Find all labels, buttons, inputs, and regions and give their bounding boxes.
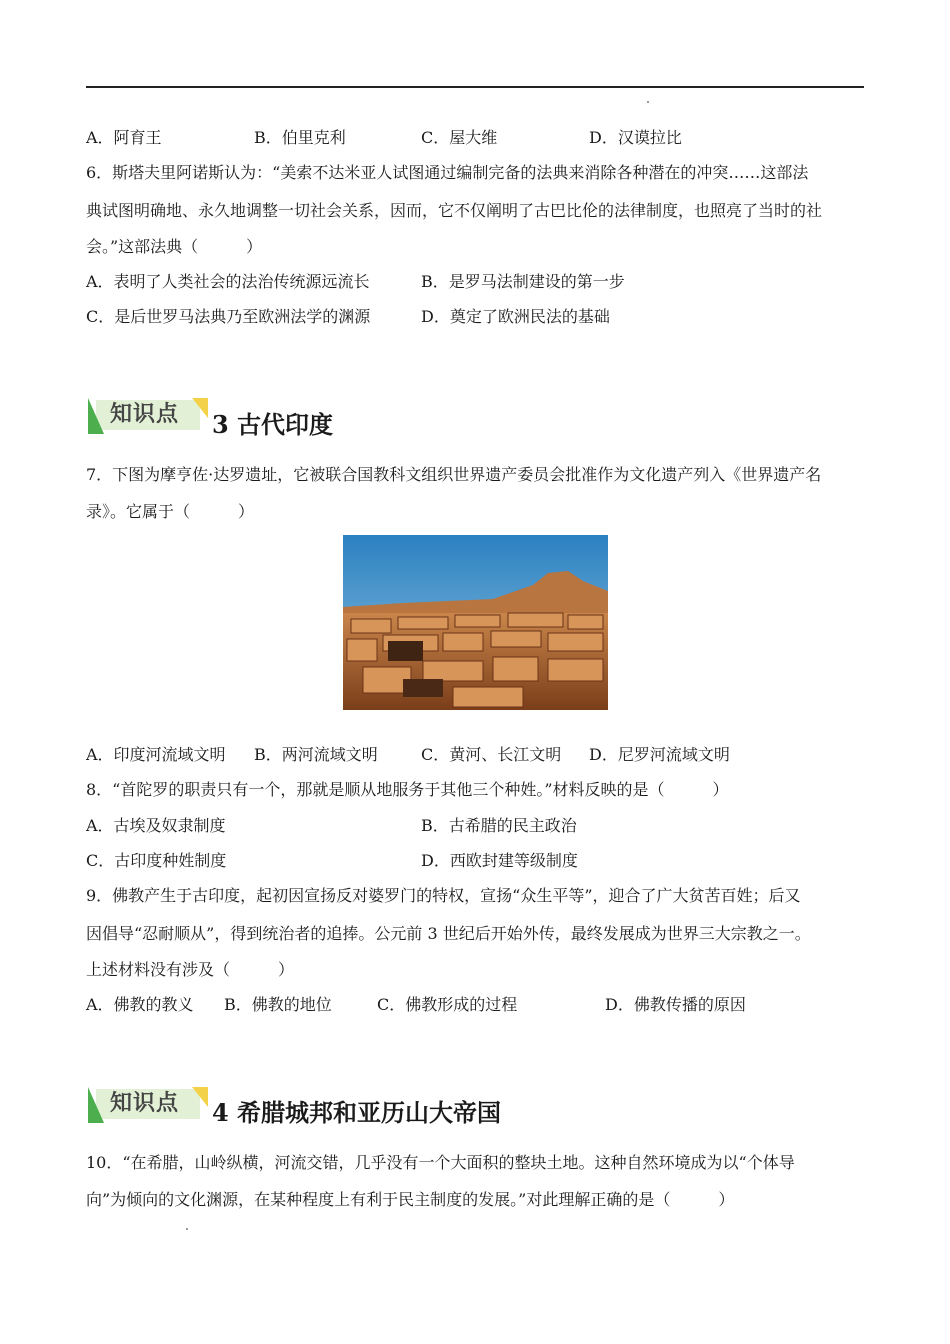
- knowledge-point-badge: [88, 398, 208, 434]
- q6-option-b[interactable]: B．是罗马法制建设的第一步: [421, 272, 625, 291]
- section-heading: 4 希腊城邦和亚历山大帝国: [212, 1098, 502, 1127]
- q8-option-c[interactable]: C．古印度种姓制度: [86, 851, 227, 870]
- q8-stem-line: 8．“首陀罗的职责只有一个，那就是顺从地服务于其他三个种姓。”材料反映的是（ ）: [86, 780, 729, 799]
- q6-option-d[interactable]: D．奠定了欧洲民法的基础: [421, 307, 610, 326]
- q10-stem-line: 向”为倾向的文化渊源，在某种程度上有利于民主制度的发展。”对此理解正确的是（ ）: [86, 1190, 735, 1209]
- badge-label: 知识点: [110, 1091, 180, 1116]
- q9-option-d[interactable]: D．佛教传播的原因: [605, 995, 746, 1014]
- q5-option-c[interactable]: C．屋大维: [421, 128, 498, 147]
- q9-option-a[interactable]: A．佛教的教义: [86, 995, 194, 1014]
- q7-stem-line: 录》。它属于（ ）: [86, 502, 255, 521]
- q6-stem-line: 典试图明确地、永久地调整一切社会关系，因而，它不仅阐明了古巴比伦的法律制度，也照亮了当时的社: [86, 201, 823, 220]
- q6-stem-line: 会。”这部法典（ ）: [86, 237, 263, 256]
- section-heading: 3 古代印度: [212, 410, 334, 439]
- q7-option-b[interactable]: B．两河流域文明: [254, 745, 378, 764]
- q10-stem-line: 10．“在希腊，山岭纵横，河流交错，几乎没有一个大面积的整块土地。这种自然环境成为以“个体导: [86, 1153, 795, 1172]
- q6-option-c[interactable]: C．是后世罗马法典乃至欧洲法学的渊源: [86, 307, 371, 326]
- q8-option-b[interactable]: B．古希腊的民主政治: [421, 816, 577, 835]
- q7-option-c[interactable]: C．黄河、长江文明: [421, 745, 562, 764]
- q6-option-a[interactable]: A．表明了人类社会的法治传统源远流长: [86, 272, 370, 291]
- speck: [647, 101, 649, 103]
- q8-option-d[interactable]: D．西欧封建等级制度: [421, 851, 578, 870]
- q9-option-b[interactable]: B．佛教的地位: [224, 995, 332, 1014]
- q8-option-a[interactable]: A．古埃及奴隶制度: [86, 816, 226, 835]
- q9-stem-line: 9．佛教产生于古印度，起初因宣扬反对婆罗门的特权，宣扬“众生平等”，迎合了广大贫苦百姓；后又: [86, 886, 801, 905]
- q9-stem-line: 上述材料没有涉及（ ）: [86, 960, 295, 979]
- q7-option-d[interactable]: D．尼罗河流域文明: [589, 745, 730, 764]
- speck: [186, 1228, 188, 1230]
- q9-stem-line: 因倡导“忍耐顺从”，得到统治者的追捧。公元前 3 世纪后开始外传，最终发展成为世界三大宗教之一。: [86, 924, 811, 943]
- mohenjo-daro-photo: [343, 535, 608, 710]
- q5-option-a[interactable]: A．阿育王: [86, 128, 162, 147]
- q6-stem-line: 6．斯塔夫里阿诺斯认为：“美索不达米亚人试图通过编制完备的法典来消除各种潜在的冲突……这部法: [86, 163, 809, 182]
- q9-option-c[interactable]: C．佛教形成的过程: [377, 995, 518, 1014]
- q5-option-b[interactable]: B．伯里克利: [254, 128, 346, 147]
- q5-option-d[interactable]: D．汉谟拉比: [589, 128, 682, 147]
- knowledge-point-badge: [88, 1087, 208, 1123]
- q7-stem-line: 7．下图为摩亨佐·达罗遗址，它被联合国教科文组织世界遗产委员会批准作为文化遗产列入《世界遗产名: [86, 465, 822, 484]
- q7-option-a[interactable]: A．印度河流域文明: [86, 745, 226, 764]
- badge-label: 知识点: [110, 402, 180, 427]
- top-rule: [86, 86, 864, 88]
